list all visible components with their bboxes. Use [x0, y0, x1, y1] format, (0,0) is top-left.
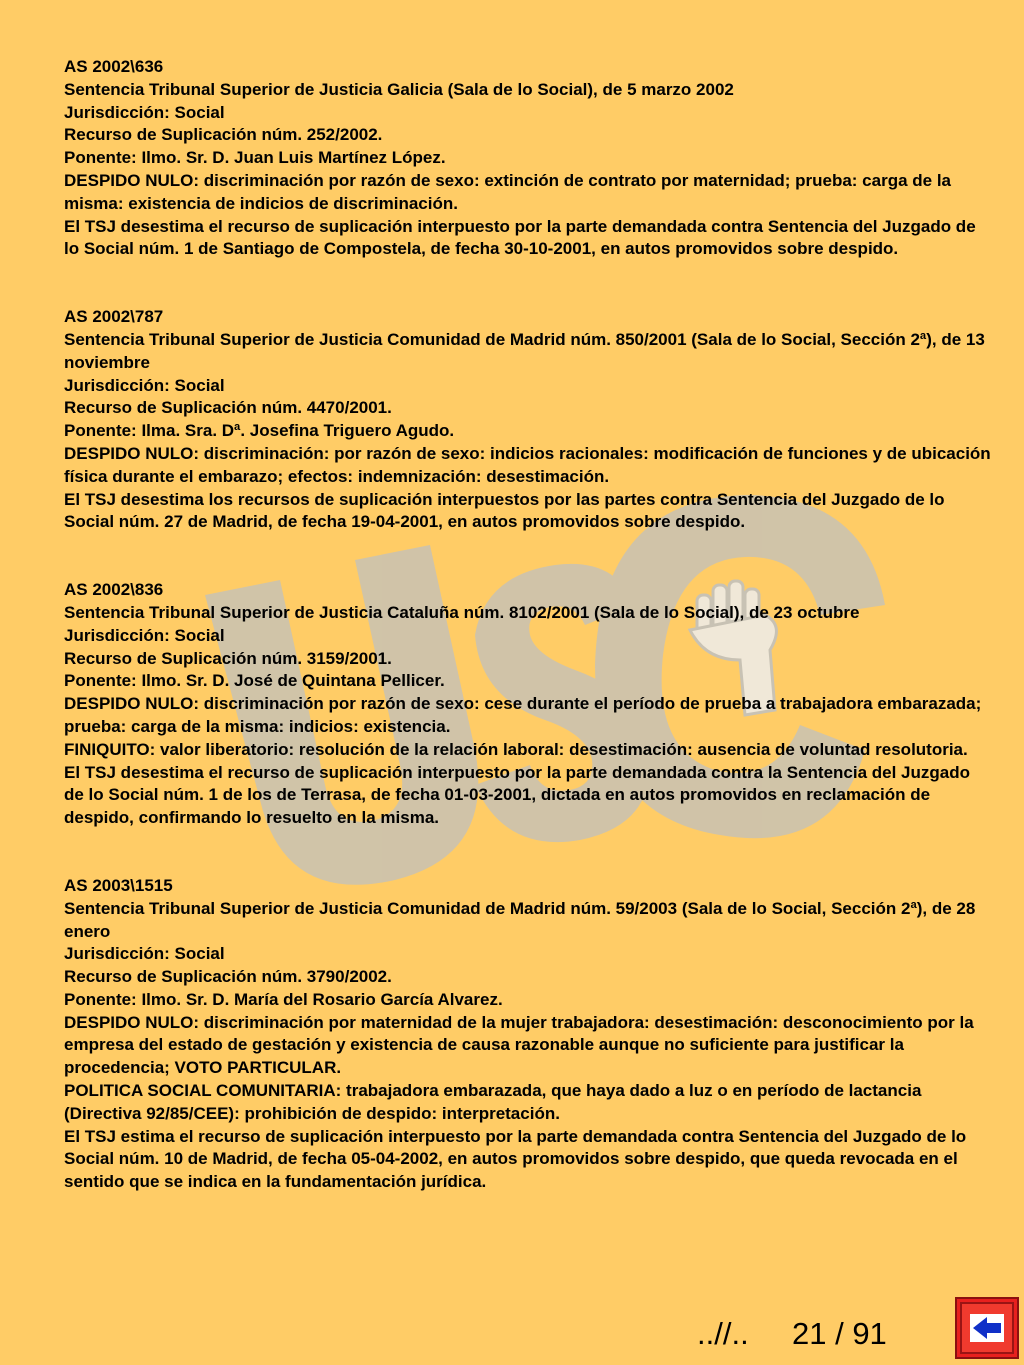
case-jurisdiction: Jurisdicción: Social: [64, 625, 225, 645]
back-arrow-icon: [954, 1296, 1020, 1360]
case-reference: AS 2002\836: [64, 580, 164, 600]
case-rapporteur: Ponente: Ilma. Sra. Dª. Josefina Triguero Agudo.: [64, 421, 455, 441]
case-rapporteur: Ponente: Ilmo. Sr. D. Juan Luis Martínez López.: [64, 148, 446, 168]
case-summary-secondary: FINIQUITO: valor liberatorio: resolución de la relación laboral: desestimación: ausencia de voluntad resolutoria.: [64, 739, 968, 759]
case-entry: [64, 875, 994, 1194]
case-ruling: El TSJ desestima los recursos de suplicación interpuestos por las partes contra Sentencia del Juzgado de lo Social núm. 27 de Madrid, de fecha 19-04-2001, en autos promovidos sobre despido.: [64, 489, 945, 532]
case-title: Sentencia Tribunal Superior de Justicia Cataluña núm. 8102/2001 (Sala de lo Social), de 23 octubre: [64, 602, 860, 622]
case-ruling: El TSJ desestima el recurso de suplicación interpuesto por la parte demandada contra la Sentencia del Juzgado de lo Social núm. 1 de los de Terrasa, de fecha 01-03-2001, dictada en autos promovidos en reclamación de despido, confirmando lo resuelto en la misma.: [64, 762, 970, 828]
case-ruling: El TSJ estima el recurso de suplicación interpuesto por la parte demandada contra Sentencia del Juzgado de lo Social núm. 10 de Madrid, de fecha 05-04-2002, en autos promovidos sobre despido, que queda revocada en el sentido que se indica en la fundamentación jurídica.: [64, 1126, 967, 1192]
case-entry: [64, 306, 994, 534]
case-title: Sentencia Tribunal Superior de Justicia Comunidad de Madrid núm. 850/2001 (Sala de lo Social, Sección 2ª), de 13 noviembre: [64, 329, 985, 372]
case-summary: DESPIDO NULO: discriminación por maternidad de la mujer trabajadora: desestimación: desconocimiento por la empresa del estado de gestación y existencia de causa razonable aunque no suficiente para justificar la procedencia; VOTO PARTICULAR.: [64, 1012, 974, 1078]
case-entry: [64, 56, 994, 261]
case-summary-secondary: POLITICA SOCIAL COMUNITARIA: trabajadora embarazada, que haya dado a luz o en período de lactancia (Directiva 92/85/CEE): prohibición de despido: interpretación.: [64, 1081, 922, 1123]
case-rapporteur: Ponente: Ilmo. Sr. D. José de Quintana Pellicer.: [64, 671, 445, 691]
case-title: Sentencia Tribunal Superior de Justicia Comunidad de Madrid núm. 59/2003 (Sala de lo Social, Sección 2ª), de 28 enero: [64, 898, 976, 941]
case-appeal: Recurso de Suplicación núm. 3790/2002.: [64, 967, 392, 987]
continuation-mark: ..//..: [697, 1316, 749, 1351]
case-jurisdiction: Jurisdicción: Social: [64, 375, 225, 395]
case-rapporteur: Ponente: Ilmo. Sr. D. María del Rosario García Alvarez.: [64, 989, 503, 1009]
case-summary: DESPIDO NULO: discriminación por razón de sexo: extinción de contrato por maternidad; prueba: carga de la misma: existencia de indicios de discriminación.: [64, 170, 951, 213]
case-jurisdiction: Jurisdicción: Social: [64, 944, 225, 964]
case-entry: [64, 579, 994, 830]
case-ruling: El TSJ desestima el recurso de suplicación interpuesto por la parte demandada contra Sentencia del Juzgado de lo Social núm. 1 de Santiago de Compostela, de fecha 30-10-2001, en autos promovidos sobre despido.: [64, 216, 976, 259]
case-summary: DESPIDO NULO: discriminación: por razón de sexo: indicios racionales: modificación de funciones y de ubicación física durante el embarazo; efectos: indemnización: desestimación.: [64, 443, 991, 486]
case-appeal: Recurso de Suplicación núm. 252/2002.: [64, 125, 383, 145]
back-button[interactable]: [954, 1296, 1020, 1360]
case-title: Sentencia Tribunal Superior de Justicia Galicia (Sala de lo Social), de 5 marzo 2002: [64, 79, 734, 99]
case-summary: DESPIDO NULO: discriminación por razón de sexo: cese durante el período de prueba a trabajadora embarazada; prueba: carga de la misma: indicios: existencia.: [64, 694, 982, 736]
page-counter: 21 / 91: [792, 1316, 887, 1351]
document-body: [64, 56, 994, 1239]
case-reference: AS 2002\787: [64, 307, 164, 327]
case-reference: AS 2003\1515: [64, 875, 173, 895]
case-reference: AS 2002\636: [64, 57, 164, 76]
case-appeal: Recurso de Suplicación núm. 3159/2001.: [64, 648, 392, 668]
case-appeal: Recurso de Suplicación núm. 4470/2001.: [64, 398, 392, 418]
case-jurisdiction: Jurisdicción: Social: [64, 102, 225, 122]
